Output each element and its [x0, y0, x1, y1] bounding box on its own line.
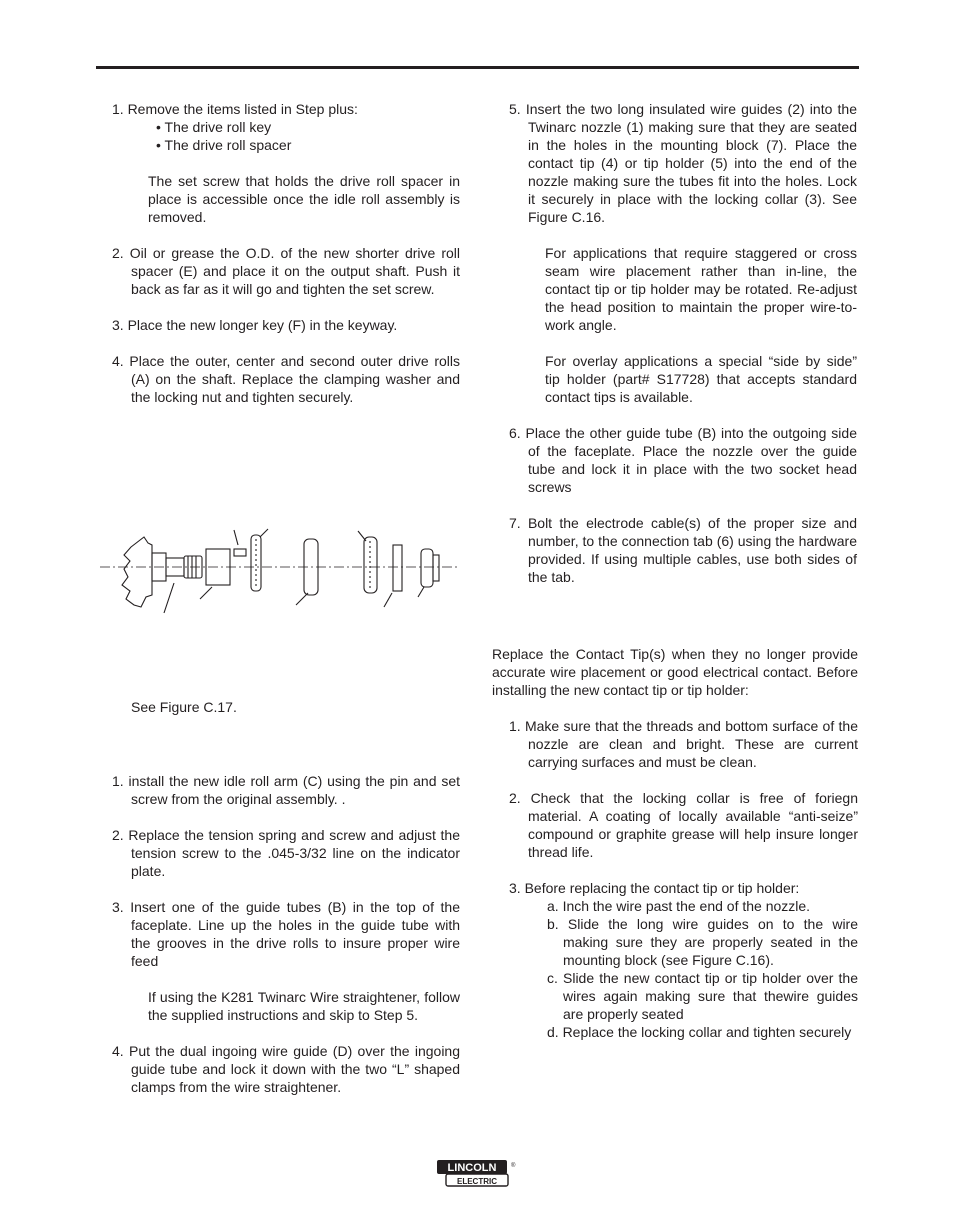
step-7: 7. Bolt the electrode cable(s) of the proper size and number, to the connection tab (6) using the hardware provided. If using multiple cables, use both sides of the tab. — [509, 515, 857, 585]
note-staggered: For applications that require staggered or cross seam wire placement rather than in-line, the contact tip or tip holder may be rotated. Re-adjust the head position to maintain the proper wire-to-work angle. — [545, 245, 857, 333]
step-2: 2. Oil or grease the O.D. of the new shorter drive roll spacer (E) and place it on the output shaft. Push it back as far as it will go and tighten the set screw. — [112, 245, 460, 297]
bullet-item: • The drive roll spacer — [156, 137, 292, 153]
step-3: 3. Place the new longer key (F) in the keyway. — [112, 317, 398, 333]
contact-step-3: 3. Before replacing the contact tip or tip holder: — [509, 880, 800, 896]
contact-step-1: 1. Make sure that the threads and bottom surface of the nozzle are clean and bright. These are current carrying surfaces and must be clean. — [509, 718, 858, 770]
registered-mark: ® — [511, 1163, 516, 1169]
idle-step-4: 4. Put the dual ingoing wire guide (D) over the ingoing guide tube and lock it down with the two “L” shaped clamps from the wire straightener. — [112, 1043, 460, 1095]
logo-top-text: LINCOLN — [447, 1162, 497, 1174]
step-5: 5. Insert the two long insulated wire guides (2) into the Twinarc nozzle (1) making sure that they are seated in the holes in the mounting block (7). Place the contact tip (4) or tip holder (5) into the end of the nozzle making sure the tubes fit into the holes. Lock it securely in place with the locking collar (3). See Figure C.16. — [509, 101, 857, 225]
contact-substep: a. Inch the wire past the end of the nozzle. — [547, 898, 811, 914]
header-rule — [96, 66, 859, 69]
note-set-screw: The set screw that holds the drive roll spacer in place is accessible once the idle roll assembly is removed. — [148, 173, 460, 225]
note-overlay: For overlay applications a special “side by side” tip holder (part# S17728) that accepts standard contact tips is available. — [545, 353, 857, 405]
contact-tip-section — [492, 645, 858, 1041]
contact-substep: d. Replace the locking collar and tighten securely — [547, 1024, 852, 1040]
right-column — [509, 100, 857, 586]
drive-roll-diagram — [96, 525, 466, 620]
step-4: 4. Place the outer, center and second outer drive rolls (A) on the shaft. Replace the clamping washer and the locking nut and tighten securely. — [112, 353, 460, 405]
idle-step-3: 3. Insert one of the guide tubes (B) in the top of the faceplate. Line up the holes in the guide tube with the grooves in the drive rolls to insure proper wire feed — [112, 899, 460, 969]
step-6: 6. Place the other guide tube (B) into the outgoing side of the faceplate. Place the nozzle over the guide tube and lock it in place with the two socket head screws — [509, 425, 857, 495]
figure-reference: See Figure C.17. — [131, 699, 237, 715]
left-column — [112, 100, 460, 406]
idle-roll-steps — [112, 772, 460, 1096]
idle-step-1: 1. install the new idle roll arm (C) using the pin and set screw from the original assembly. . — [112, 773, 460, 807]
note-wire-straightener: If using the K281 Twinarc Wire straightener, follow the supplied instructions and skip to Step 5. — [148, 989, 460, 1023]
contact-substep: c. Slide the new contact tip or tip holder over the wires again making sure that thewire guides are properly seated — [547, 970, 858, 1022]
contact-intro: Replace the Contact Tip(s) when they no longer provide accurate wire placement or good electrical contact. Before installing the new contact tip or tip holder: — [492, 646, 858, 698]
logo-bottom-text: ELECTRIC — [457, 1177, 497, 1186]
contact-substep: b. Slide the long wire guides on to the wire making sure they are properly seated in the mounting block (see Figure C.16). — [547, 916, 858, 968]
idle-step-2: 2. Replace the tension spring and screw and adjust the tension screw to the .045-3/32 line on the indicator plate. — [112, 827, 460, 879]
step-1: 1. Remove the items listed in Step plus: — [112, 101, 358, 117]
lincoln-electric-logo — [436, 1159, 516, 1187]
contact-step-2: 2. Check that the locking collar is free of foriegn material. A coating of locally available “anti-seize” compound or graphite grease will help insure longer thread life. — [509, 790, 858, 860]
bullet-item: • The drive roll key — [156, 119, 272, 135]
